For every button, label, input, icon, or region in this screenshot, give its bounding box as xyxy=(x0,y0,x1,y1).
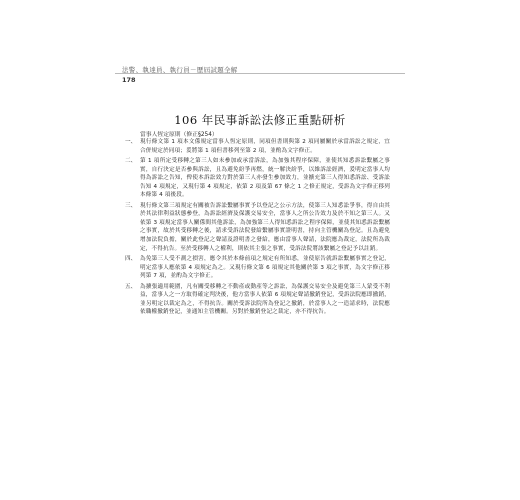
section-heading: 當事人恆定原則（修正§254） xyxy=(140,132,218,138)
item-text: 為擴張適用範圍，凡有關受移轉之不動產或動產等之訴訟，為保護交易安全及避免第三人蒙受不利益，當事人之一方取得確定判決後，他方當事人依第 6 項規定聲請撤銷登記，受訴法院應即撤銷，並另明定以裁定為之，不得抗告。關於受訴法院所為登記之撤銷，於當事人之一造請求時，法院應依職權撤銷登記，並通知主管機關。另對於撤銷登記之裁定，亦不得抗告。 xyxy=(140,283,390,316)
item-text: 現行條文第三項規定有關被告訴訟繫屬事實予以登記之公示方法，使第三人知悉訟爭事，得自由其於其法律利益狀態參登，為訴訟經濟及保護交易安全，當事人之所公告效力及於不知之第三人。又依第 3 項規定當事人關係間其他訴訟，為加強第三人得知悉訴訟之程序保障，並使其知悉訴訟繫屬之事實，故於其受移轉之後，請求受訴法院發給繫屬事實證明書，持向主管機關為登記。且為避免增加法院負擔，關於此登記之聲請及證明書之發給，應由當事人聲請，法院應為裁定，法院所為裁定，不得抗告。至於受移轉人之權利，則依其主張之事實，受訴法院將該繫屬之登記予以註銷。 xyxy=(140,202,390,252)
item-text: 第 1 項所定受移轉之第三人如未參加或承當訴訟，為加強其程序保障，並使其知悉訴訟繫屬之事實，自行決定是否參與訴訟，且為避免紛爭再燃，統一解決紛爭，以維訴訟經濟，爰明定當事人均得為訴訟之告知，俾使本訴訟效力對於第三人亦發生參加效力，並擴充第三人得知悉訴訟、受訴訟告知 4 項規定，又現行第 4 項規定，依第 2 項及第 67 條之 1 之修正規定，受訴為文字修正移列本條第 4 項後段。 xyxy=(140,158,390,199)
item-number: 一、 xyxy=(125,139,137,145)
item-text: 為免第三人受不測之損害，應令其於本條前項之規定有所知悉，並使原告就訴訟繫屬事實之登記，明定當事人應依第 4 項規定為之。又現行條文第 6 項規定其他關於第 3 項之事實，為文字修正移列第 7 項，並酌為文字修正。 xyxy=(140,256,390,280)
item-number: 三、 xyxy=(125,202,137,209)
item-number: 四、 xyxy=(125,256,137,263)
list-item xyxy=(125,157,390,200)
running-head: 法警、執達員、執行員－歷屆試題全解 xyxy=(122,66,238,74)
item-number: 五、 xyxy=(125,283,137,290)
list-item xyxy=(125,283,390,317)
page-number: 178 xyxy=(122,76,136,84)
article-title: 106 年民事訴訟法修正重點研析 xyxy=(174,113,346,127)
list-item xyxy=(125,202,390,253)
item-number: 二、 xyxy=(125,158,137,165)
list-item xyxy=(125,255,390,281)
item-list xyxy=(125,138,390,319)
list-item xyxy=(125,138,390,155)
header-rule xyxy=(115,73,405,74)
item-text: 現行條文第 1 項本文係規定當事人恆定原則，同項但書則與第 2 項同屬關於承當訴訟之規定，宜合併規定於同項；爰將第 1 項但書移列至第 2 項，並酌為文字修正。 xyxy=(140,139,390,154)
